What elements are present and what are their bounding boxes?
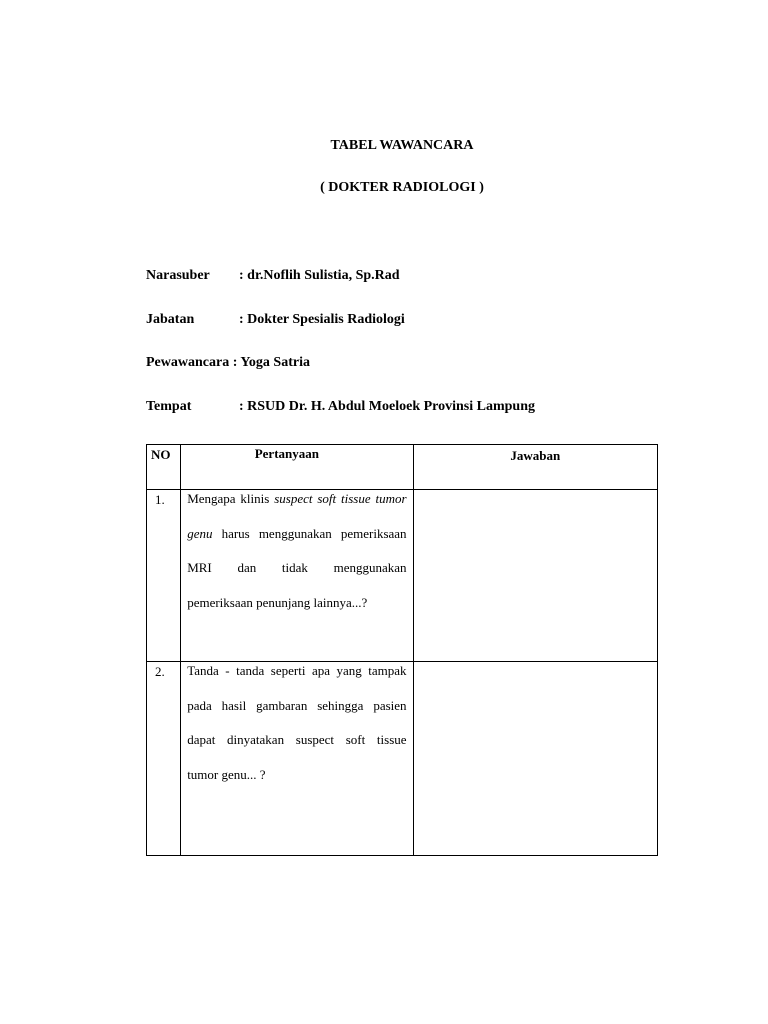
document-subtitle: ( DOKTER RADIOLOGI ) — [320, 180, 484, 195]
info-row-narasuber — [146, 268, 400, 284]
question-text-start: Mengapa klinis — [187, 491, 275, 506]
document-title: TABEL WAWANCARA — [330, 138, 474, 153]
question-text-end: harus menggunakan pemeriksaan MRI dan tidak menggunakan pemeriksaan penunjang lainnya...? — [187, 525, 407, 610]
info-label-tempat: Tempat — [146, 399, 192, 414]
question-text: Tanda - tanda seperti apa yang tampak pada hasil gambaran sehingga pasien dapat dinyatakan suspect soft tissue tumor genu... ? — [187, 663, 407, 782]
header-answer: Jawaban — [413, 445, 657, 490]
info-label-narasuber: Narasuber — [146, 268, 210, 283]
info-row-tempat — [146, 399, 535, 415]
table-row — [147, 662, 658, 856]
info-row-pewawancara — [146, 355, 310, 371]
answer-cell[interactable] — [413, 662, 657, 856]
info-value-tempat: : RSUD Dr. H. Abdul Moeloek Provinsi Lampung — [239, 399, 535, 414]
question-text — [187, 482, 406, 620]
info-value-jabatan: : Dokter Spesialis Radiologi — [239, 312, 405, 327]
table-row — [147, 490, 658, 662]
info-row-jabatan — [146, 312, 405, 328]
question-text-italic: suspect soft tissue tumor genu — [187, 491, 407, 541]
answer-cell[interactable] — [413, 490, 657, 662]
header-question: Pertanyaan — [181, 445, 413, 490]
info-label-jabatan: Jabatan — [146, 312, 195, 327]
info-label-pewawancara: Pewawancara — [146, 355, 230, 370]
info-value-pewawancara: : Yoga Satria — [229, 355, 310, 370]
question-cell — [181, 662, 413, 856]
info-value-narasuber: : dr.Noflih Sulistia, Sp.Rad — [239, 268, 400, 283]
interview-table — [146, 444, 658, 856]
question-cell — [181, 490, 413, 662]
header-no: NO — [147, 445, 181, 490]
row-number: 1. — [147, 490, 181, 662]
row-number: 2. — [147, 662, 181, 856]
